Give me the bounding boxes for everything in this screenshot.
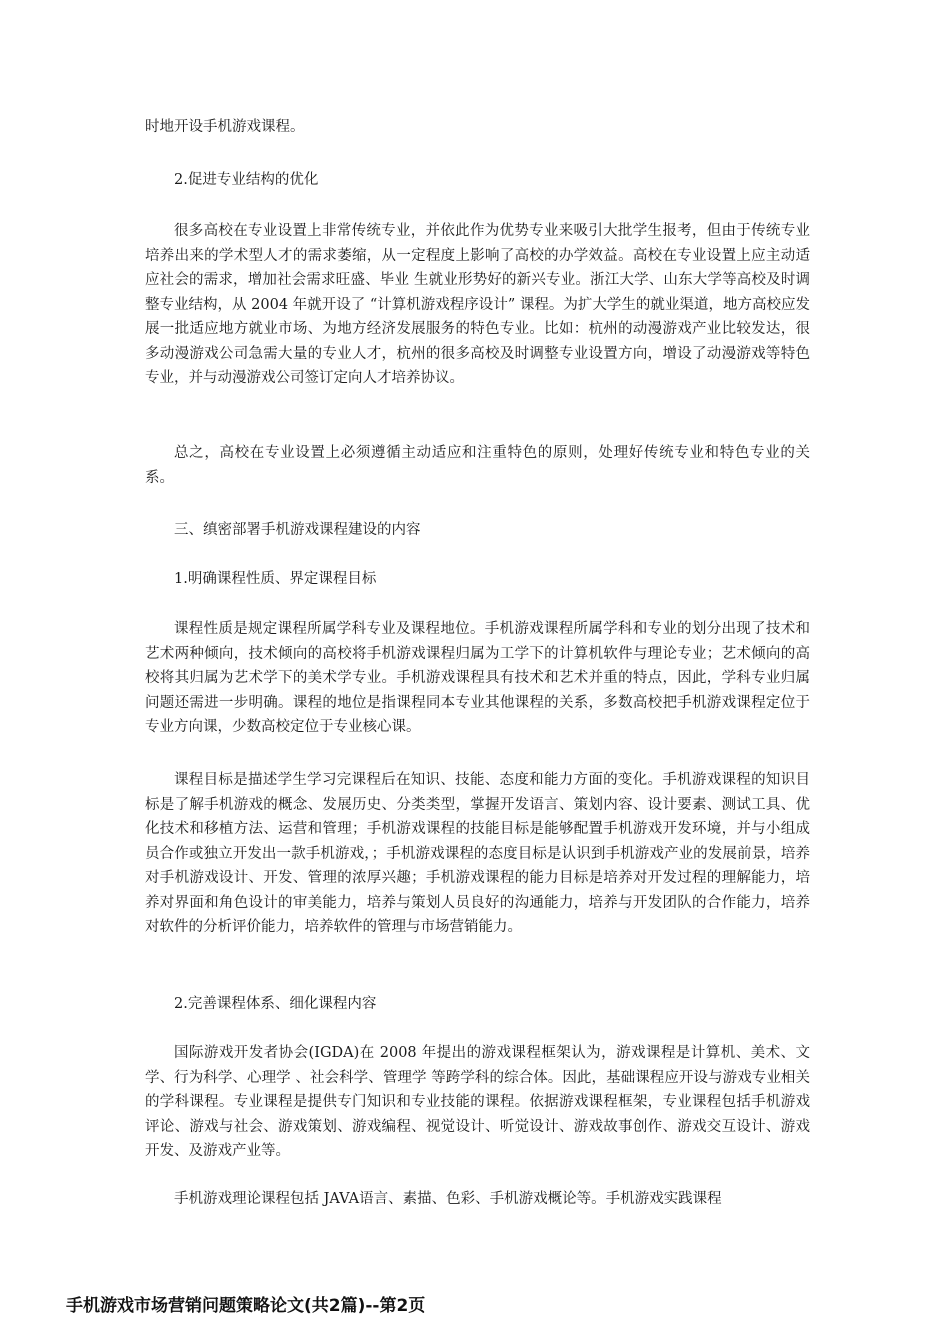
paragraph: 总之，高校在专业设置上必须遵循主动适应和注重特色的原则，处理好传统专业和特色专业的关系。 — [145, 445, 810, 486]
paragraph: 课程目标是描述学生学习完课程后在知识、技能、态度和能力方面的变化。手机游戏课程的知识目标是了解手机游戏的概念、发展历史、分类类型，掌握开发语言、策划内容、设计要素、测试工具、优化技术和移植方法、运营和管理；手机游戏课程的技能目标是能够配置手机游戏开发环境，并与小组成员合作或独立开发出一款手机游戏，；手机游戏课程的态度目标是认识到手机游戏产业的发展前景，培养对手机游戏设计、开发、管理的浓厚兴趣；手机游戏课程的能力目标是培养对开发过程的理解能力，培养对界面和角色设计的审美能力，培养与策划人员良好的沟通能力，培养与开发团队的合作能力，培养对软件的分析评价能力，培养软件的管理与市场营销能力。 — [145, 772, 810, 935]
section-heading: 1.明确课程性质、界定课程目标 — [174, 571, 377, 587]
part-heading: 三、缜密部署手机游戏课程建设的内容 — [174, 522, 421, 538]
paragraph: 很多高校在专业设置上非常传统专业，并依此作为优势专业来吸引大批学生报考，但由于传统专业培养出来的学术型人才的需求萎缩，从一定程度上影响了高校的办学效益。高校在专业设置上应主动适应社会的需求，增加社会需求旺盛、毕业 生就业形势好的新兴专业。浙江大学、山东大学等高校及时调整专业结构，从 2004 年就开设了 “计算机游戏程序设计” 课程。为扩大学生的就业渠道，地方高校应发展一批适应地方就业市场、为地方经济发展服务的特色专业。比如：杭州的动漫游戏产业比较发达，很多动漫游戏公司急需大量的专业人才，杭州的很多高校及时调整专业设置方向，增设了动漫游戏等特色专业，并与动漫游戏公司签订定向人才培养协议。 — [145, 223, 810, 386]
page-footer: 手机游戏市场营销问题策略论文(共2篇)--第2页 — [66, 1296, 426, 1316]
section-heading: 2.促进专业结构的优化 — [174, 172, 319, 188]
continuation-text: 时地开设手机游戏课程。 — [145, 119, 305, 135]
paragraph: 课程性质是规定课程所属学科专业及课程地位。手机游戏课程所属学科和专业的划分出现了技术和艺术两种倾向，技术倾向的高校将手机游戏课程归属为工学下的计算机软件与理论专业；艺术倾向的高校将其归属为艺术学下的美术学专业。手机游戏课程具有技术和艺术并重的特点，因此，学科专业归属问题还需进一步明确。课程的地位是指课程同本专业其他课程的关系，多数高校把手机游戏课程定位于专业方向课，少数高校定位于专业核心课。 — [145, 621, 810, 735]
paragraph: 国际游戏开发者协会(IGDA)在 2008 年提出的游戏课程框架认为，游戏课程是计算机、美术、文学、行为科学、心理学 、社会科学、管理学 等跨学科的综合体。因此，基础课程应开设与游戏专业相关的学科课程。专业课程是提供专门知识和专业技能的课程。依据游戏课程框架，专业课程包括手机游戏评论、游戏与社会、游戏策划、游戏编程、视觉设计、听觉设计、游戏故事创作、游戏交互设计、游戏开发、及游戏产业等。 — [145, 1045, 810, 1159]
section-heading: 2.完善课程体系、细化课程内容 — [174, 996, 377, 1012]
paragraph: 手机游戏理论课程包括 JAVA语言、素描、色彩、手机游戏概论等。手机游戏实践课程 — [174, 1191, 722, 1207]
